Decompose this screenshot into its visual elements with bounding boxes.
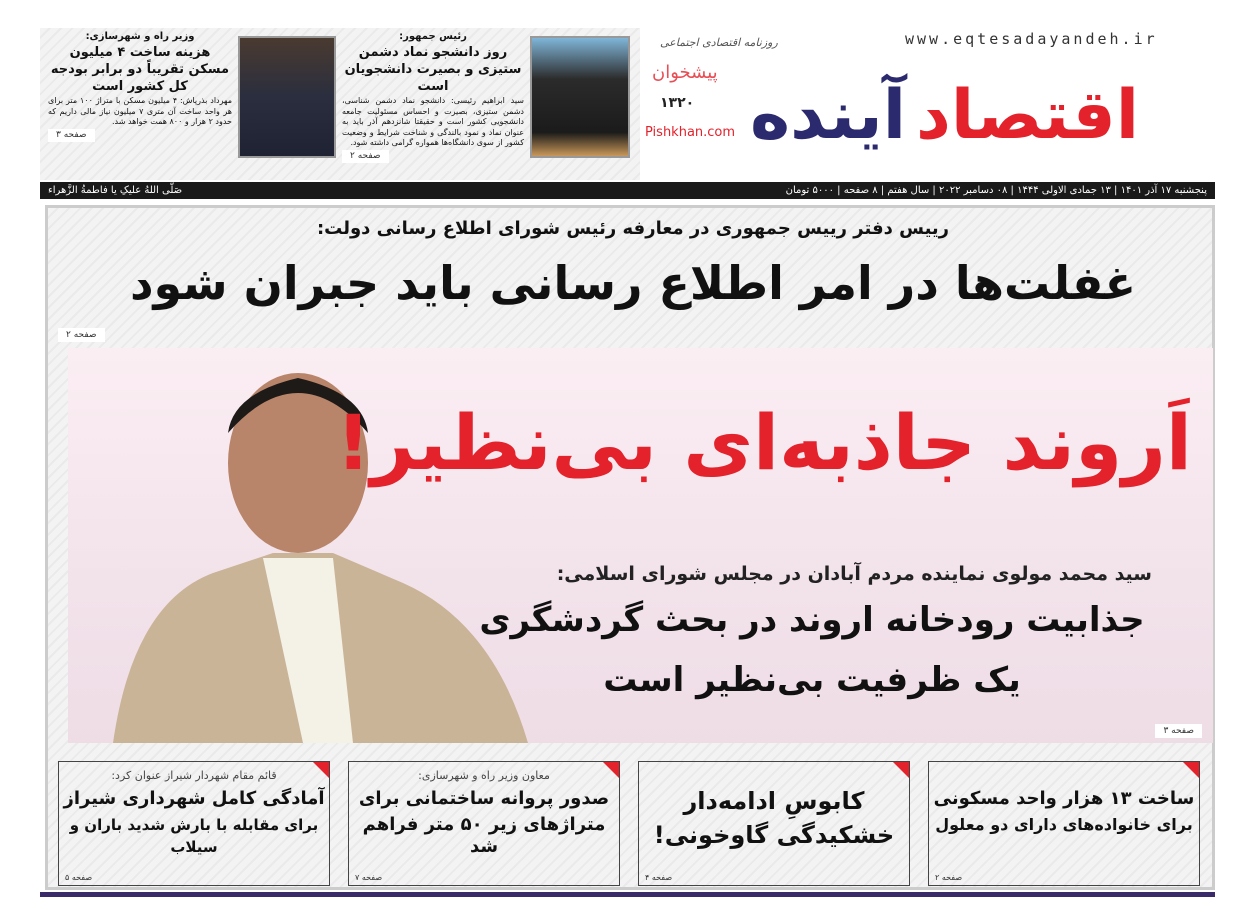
page-ref: صفحه ۲ (935, 873, 963, 882)
box-kicker (929, 768, 1199, 784)
story-headline: هزینه ساخت ۴ میلیون مسکن تقریباً دو برابر بودجه کل کشور است (50, 45, 230, 94)
news-box-3[interactable] (348, 761, 620, 886)
story-kicker: رئیس جمهور: (399, 31, 467, 42)
minister-photo (238, 36, 336, 158)
story-body: سید ابراهیم رئیسی: دانشجو نماد دشمن شناسی، دشمن ستیزی، بصیرت و احساس مسئولیت جامعه دانشجویی کشور است و حقیقتا شانزدهم آذر باید به عنوان نماد و نمود بالندگی و شناخت شرایط و وضعیت کشور از سوی دانشگاه‌ها همواره گرامی داشته شود. (342, 96, 524, 147)
president-photo (530, 36, 630, 158)
dateline-bar (40, 182, 1215, 199)
page-ref: صفحه ۳ (48, 129, 95, 142)
box-headline-1: ساخت ۱۳ هزار واحد مسکونی (933, 788, 1195, 809)
page-ref: صفحه ۲ (58, 328, 105, 342)
news-box-1[interactable] (928, 761, 1200, 886)
box-headline-1: صدور پروانه ساختمانی برای (358, 788, 610, 809)
feature-subheadline-1: جذابیت رودخانه اروند در بحث گردشگری (479, 600, 1145, 640)
top-stories-band (40, 28, 640, 180)
corner-marker (1183, 762, 1199, 778)
box-headline-2: متراژهای زیر ۵۰ متر فراهم شد (362, 814, 606, 857)
issue-number: ۱۳۲۰ (660, 95, 695, 111)
tagline: روزنامه اقتصادی اجتماعی (660, 36, 778, 49)
main-panel (45, 205, 1215, 890)
story-headline: روز دانشجو نماد دشمن ستیزی و بصیرت دانشجویان است (344, 45, 522, 94)
bottom-bar (40, 892, 1215, 897)
corner-marker (313, 762, 329, 778)
page-ref: صفحه ۴ (645, 873, 673, 882)
page-ref: صفحه ۵ (65, 873, 93, 882)
website-url: www.eqtesadayandeh.ir (905, 30, 1158, 48)
news-box-2[interactable] (638, 761, 910, 886)
feature-kicker: سید محمد مولوی نماینده مردم آبادان در مجلس شورای اسلامی: (556, 563, 1152, 585)
box-headline-1: آمادگی کامل شهرداری شیراز (63, 788, 325, 809)
feature-subheadline-2: یک ظرفیت بی‌نظیر است (603, 660, 1021, 700)
box-kicker: معاون وزیر راه و شهرسازی: (418, 769, 550, 782)
page-ref: صفحه ۳ (1155, 724, 1202, 738)
box-kicker (639, 768, 909, 784)
story-body: مهرداد بذرپاش: ۴ میلیون مسکن با متراژ ۱۰۰ متر برای هر واحد ساخت آن متری ۷ میلیون نیاز مالی داریم که حدود ۲ هزار و ۸۰۰ همت خواهد شد. (48, 96, 233, 126)
box-headline-2: برای مقابله با بارش شدید باران و سیلاب (69, 816, 319, 856)
masthead-logo (750, 55, 1220, 175)
page-ref: صفحه ۷ (355, 873, 383, 882)
corner-marker (893, 762, 909, 778)
page-ref: صفحه ۲ (342, 150, 389, 163)
box-kicker: قائم مقام شهردار شیراز عنوان کرد: (111, 769, 277, 782)
watermark-fa: پیشخوان (652, 62, 718, 83)
top-story-1[interactable] (342, 30, 524, 163)
lead-kicker: رییس دفتر رییس جمهوری در معارفه رئیس شورای اطلاع رسانی دولت: (316, 218, 950, 239)
watermark: Pishkhan.com (645, 125, 736, 140)
logo-part1: اقتصاد (916, 75, 1140, 155)
feature-headline[interactable]: اَروند جاذبه‌ای بی‌نظیر! (335, 398, 1192, 487)
news-box-4[interactable] (58, 761, 330, 886)
issue-info: پنجشنبه ۱۷ آذر ۱۴۰۱ | ۱۳ جمادی الاولی ۱۴۴۴ | ۰۸ دسامبر ۲۰۲۲ | سال هفتم | ۸ صفحه | ۵۰۰۰ تومان (785, 185, 1207, 196)
top-story-2[interactable] (48, 30, 232, 142)
box-headline-2: خشکیدگی گاوخونی! (653, 821, 895, 849)
box-headline-1: کابوسِ ادامه‌دار (683, 787, 865, 815)
corner-marker (603, 762, 619, 778)
logo-part2: آینده (750, 75, 907, 155)
lead-headline[interactable]: غفلت‌ها در امر اطلاع رسانی باید جبران شود (129, 256, 1137, 310)
box-headline-2: برای خانواده‌های دارای دو معلول (935, 815, 1193, 834)
salutation: صَلَّی اللهُ علیکِ یا فاطمةُ الزَّهراء (48, 185, 183, 196)
story-kicker: وزیر راه و شهرسازی: (85, 31, 195, 42)
